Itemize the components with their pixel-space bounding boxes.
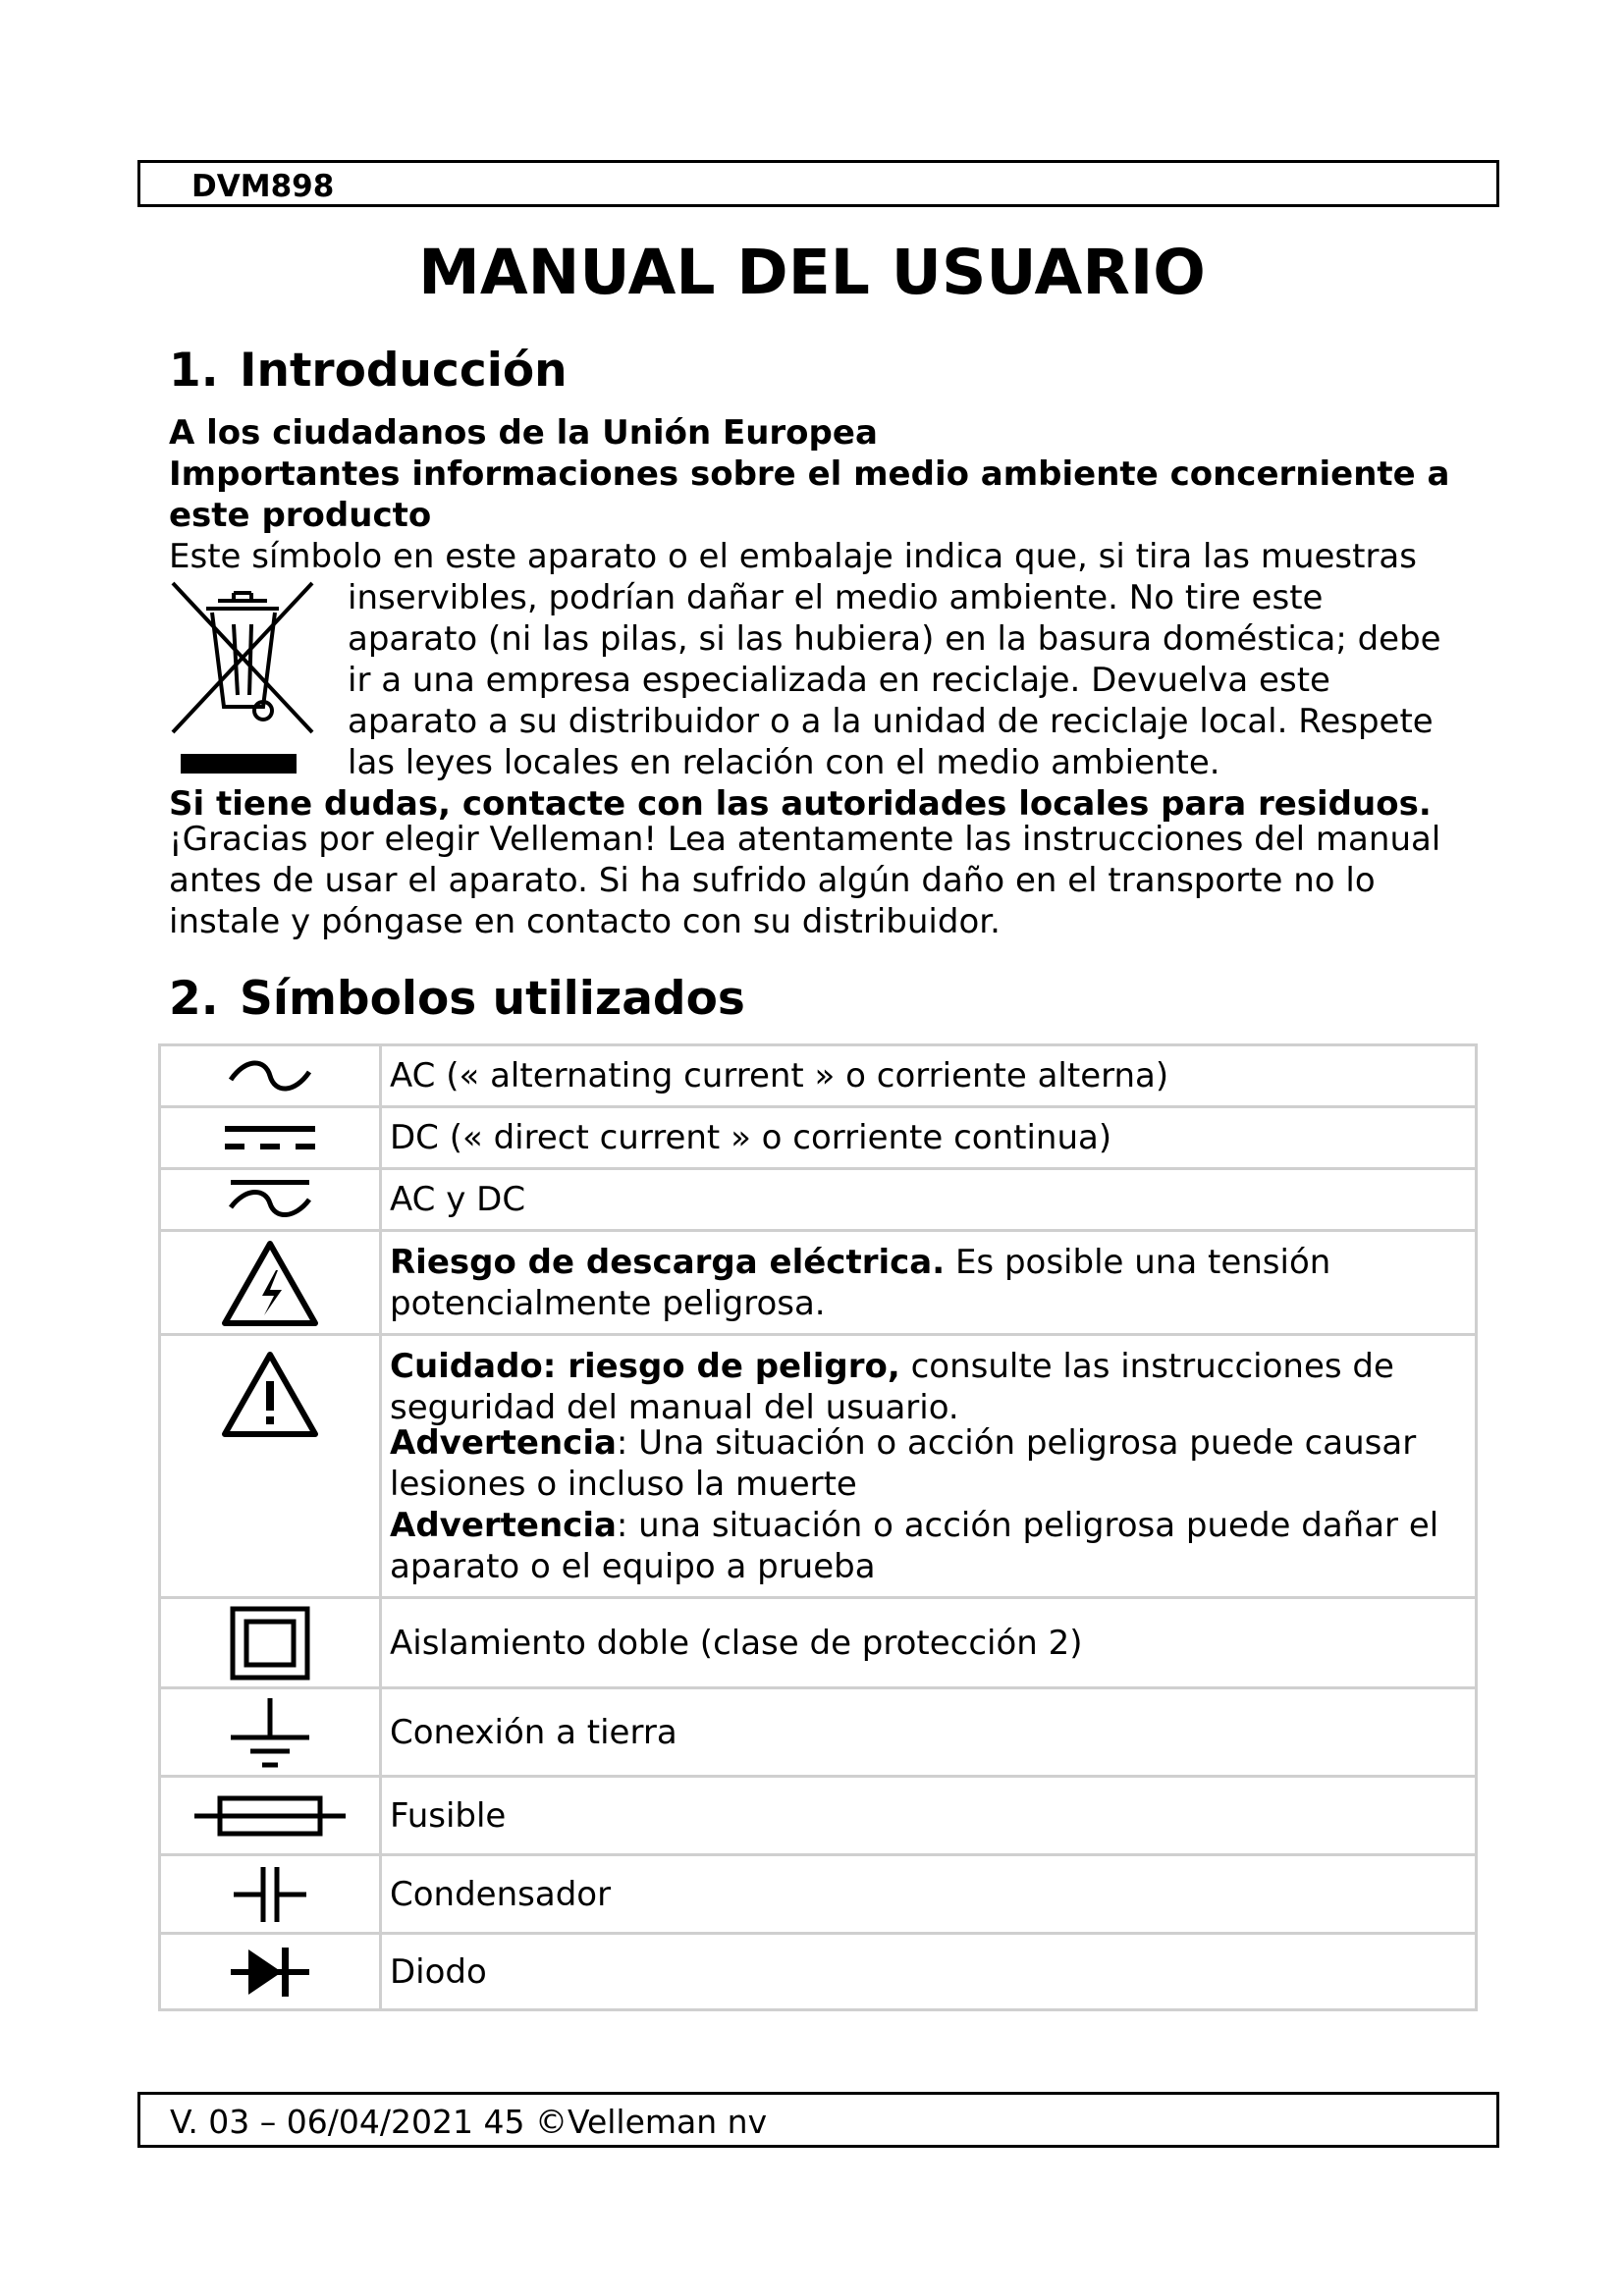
warning-2-text: : una situación o acción peligrosa puede dañar el aparato o el equipo a prueba	[390, 1506, 1439, 1586]
warning-1-title: Advertencia	[390, 1423, 617, 1463]
caution-icon	[221, 1350, 319, 1438]
weee-line-2: aparato (ni las pilas, si las hubiera) en la basura doméstica; debe	[348, 619, 1441, 659]
symbols-table	[158, 1043, 1478, 2011]
shock-text: Es posible una tensión potencialmente peligrosa.	[390, 1243, 1331, 1323]
section-2-title: Símbolos utilizados	[240, 972, 745, 1026]
symbol-cell	[160, 1169, 381, 1231]
model-label: DVM898	[191, 169, 335, 204]
symbol-cell	[160, 1045, 381, 1107]
page-title: MANUAL DEL USUARIO	[418, 237, 1206, 308]
fuse-icon	[194, 1794, 346, 1838]
warning-2-title: Advertencia	[390, 1506, 617, 1545]
symbol-row-capacitor	[160, 1855, 1477, 1934]
intro-line: Este símbolo en este aparato o el embalaje indica que, si tira las muestras	[169, 537, 1417, 576]
shock-title: Riesgo de descarga eléctrica.	[390, 1243, 946, 1282]
caution-title: Cuidado: riesgo de peligro,	[390, 1347, 900, 1386]
double-insulation-icon	[230, 1606, 310, 1681]
section-1-title: Introducción	[240, 344, 568, 398]
capacitor-icon	[234, 1865, 306, 1924]
eu-title: A los ciudadanos de la Unión Europea	[169, 413, 878, 453]
thanks-line-3: instale y póngase en contacto con su distribuidor.	[169, 902, 1001, 941]
symbol-cell	[160, 1934, 381, 2010]
capacitor-description: Condensador	[381, 1855, 1477, 1934]
section-2-heading	[169, 970, 745, 1029]
symbol-cell	[160, 1107, 381, 1169]
footer-text: V. 03 – 06/04/2021 45 ©Velleman nv	[170, 2103, 768, 2141]
diode-icon	[231, 1946, 309, 1999]
symbol-row-shock	[160, 1231, 1477, 1335]
shock-description	[381, 1231, 1477, 1335]
caution-description	[381, 1335, 1477, 1598]
symbol-cell	[160, 1855, 381, 1934]
ac-description: AC (« alternating current » o corriente alterna)	[381, 1045, 1477, 1107]
symbol-cell	[160, 1231, 381, 1335]
electric-shock-icon	[221, 1239, 319, 1327]
symbol-row-diode	[160, 1934, 1477, 2010]
symbol-cell	[160, 1598, 381, 1688]
ground-icon	[229, 1696, 311, 1769]
symbol-row-dc	[160, 1107, 1477, 1169]
symbol-row-caution	[160, 1335, 1477, 1598]
weee-line-3: ir a una empresa especializada en reciclaje. Devuelva este	[348, 661, 1330, 700]
symbol-row-ground	[160, 1688, 1477, 1777]
insulation-description: Aislamiento doble (clase de protección 2)	[381, 1598, 1477, 1688]
section-1-number: 1.	[169, 344, 219, 398]
warning-paragraph-1	[390, 1422, 1467, 1505]
ac-dc-icon	[226, 1176, 314, 1223]
thanks-line-1: ¡Gracias por elegir Velleman! Lea atentamente las instrucciones del manual	[169, 820, 1441, 859]
env-title-line-1: Importantes informaciones sobre el medio ambiente concerniente a	[169, 454, 1450, 494]
env-title-line-2: este producto	[169, 496, 432, 535]
dc-icon	[223, 1120, 317, 1155]
ac-icon	[226, 1056, 314, 1095]
symbol-row-fuse	[160, 1777, 1477, 1855]
symbol-row-acdc	[160, 1169, 1477, 1231]
acdc-description: AC y DC	[381, 1169, 1477, 1231]
footer-box	[137, 2092, 1499, 2148]
header-box	[137, 160, 1499, 207]
fuse-description: Fusible	[381, 1777, 1477, 1855]
dc-description: DC (« direct current » o corriente continua)	[381, 1107, 1477, 1169]
symbol-row-ac	[160, 1045, 1477, 1107]
symbol-cell	[160, 1777, 381, 1855]
weee-line-5: las leyes locales en relación con el medio ambiente.	[348, 743, 1220, 782]
warning-1-text: : Una situación o acción peligrosa puede causar lesiones o incluso la muerte	[390, 1423, 1417, 1504]
section-2-number: 2.	[169, 972, 219, 1026]
section-1-heading	[169, 342, 568, 400]
symbol-cell	[160, 1335, 381, 1598]
doubts-line: Si tiene dudas, contacte con las autoridades locales para residuos.	[169, 784, 1432, 824]
symbol-cell	[160, 1688, 381, 1777]
thanks-line-2: antes de usar el aparato. Si ha sufrido algún daño en el transporte no lo	[169, 861, 1376, 900]
diode-description: Diodo	[381, 1934, 1477, 2010]
warning-paragraph-2	[390, 1505, 1467, 1587]
weee-line-4: aparato a su distribuidor o a la unidad de reciclaje local. Respete	[348, 702, 1434, 741]
ground-description: Conexión a tierra	[381, 1688, 1477, 1777]
symbol-row-insulation	[160, 1598, 1477, 1688]
caution-text: consulte las instrucciones de seguridad del manual del usuario.	[390, 1347, 1394, 1427]
weee-line-1: inservibles, podrían dañar el medio ambiente. No tire este	[348, 578, 1324, 617]
caution-paragraph	[390, 1346, 1467, 1428]
weee-bin-icon	[169, 579, 316, 775]
